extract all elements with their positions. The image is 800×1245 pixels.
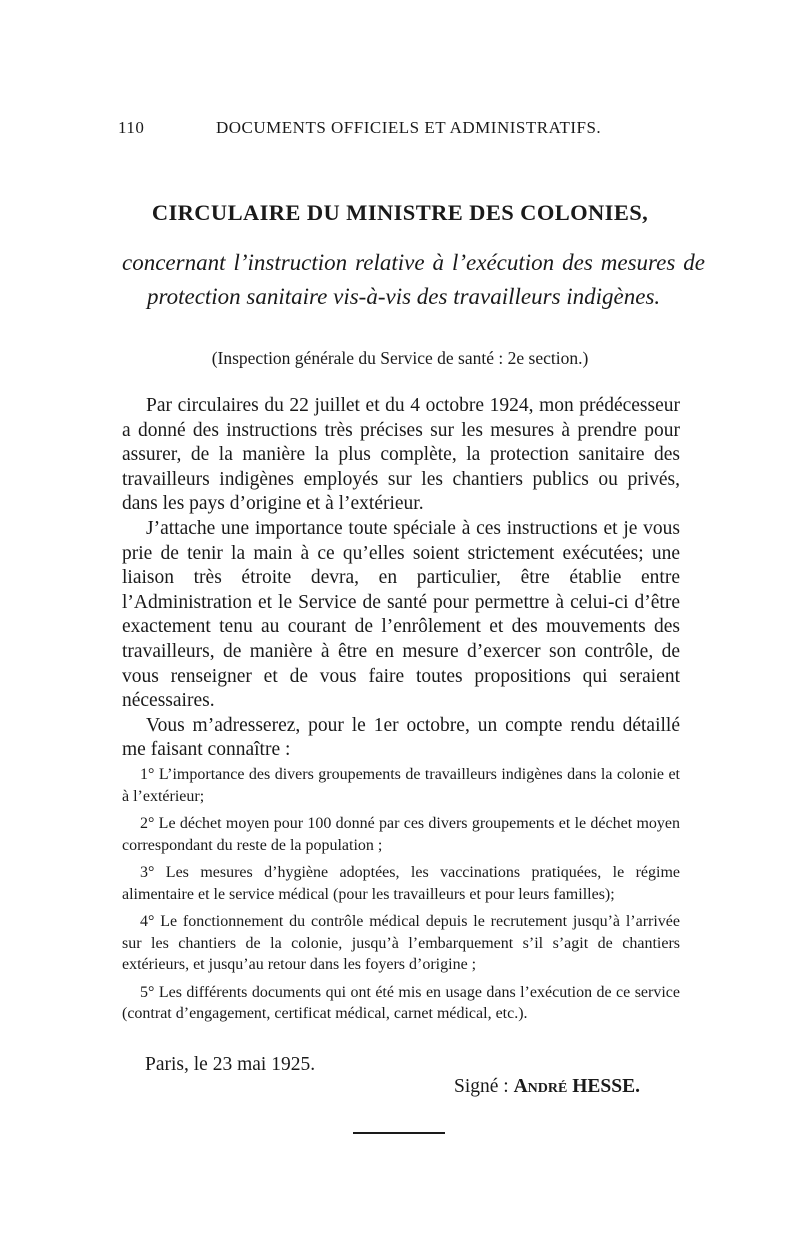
- list-item: 1° L’importance des divers groupements de travailleurs indigènes dans la colonie et à l’extérieur;: [122, 766, 680, 805]
- end-rule: [353, 1132, 445, 1134]
- signature-last-name: HESSE.: [572, 1076, 640, 1097]
- signature-first-name: André: [513, 1076, 568, 1097]
- signature: [454, 1076, 640, 1098]
- signature-prefix: Signé :: [454, 1076, 514, 1097]
- document-subtitle: concernant l’instruction relative à l’exécution des mesures de protection sanitaire vis-à-vis des travailleurs indigènes.: [122, 250, 705, 309]
- page-number: 110: [118, 118, 145, 137]
- list-item: 2° Le déchet moyen pour 100 donné par ces divers groupements et le déchet moyen correspondant du reste de la population ;: [122, 815, 680, 854]
- paragraph: J’attache une importance toute spéciale à ces instructions et je vous prie de tenir la main à ce qu’elles soient strictement exécutées; une liaison très étroite devra, en particulier, être établie entre l’Administration et le Service de santé pour permettre à celui-ci d’être exactement tenu au courant de l’enrôlement et des mouvements des travailleurs, de manière à être en mesure d’exercer son contrôle, de vous renseigner et de vous faire toutes propositions qui seraient nécessaires.: [122, 517, 680, 712]
- section-reference: (Inspection générale du Service de santé : 2e section.): [211, 348, 589, 368]
- list-item: 4° Le fonctionnement du contrôle médical depuis le recrutement jusqu’à l’arrivée sur les chantiers de la colonie, jusqu’à l’embarquement s’il s’agit de chantiers extérieurs, et jusqu’au retour dans les foyers d’origine ;: [122, 913, 680, 973]
- list-item: 3° Les mesures d’hygiène adoptées, les vaccinations pratiquées, le régime alimentaire et le service médical (pour les travailleurs et pour leurs familles);: [122, 864, 680, 903]
- paragraph: Vous m’adresserez, pour le 1er octobre, un compte rendu détaillé me faisant connaître :: [122, 714, 680, 761]
- running-title: DOCUMENTS OFFICIELS ET ADMINISTRATIFS.: [216, 118, 602, 137]
- dateline: Paris, le 23 mai 1925.: [145, 1054, 316, 1075]
- numbered-list: [122, 764, 680, 1031]
- paragraph: Par circulaires du 22 juillet et du 4 octobre 1924, mon prédécesseur a donné des instructions très précises sur les mesures à prendre pour assurer, de la manière la plus complète, la protection sanitaire des travailleurs indigènes employés sur les chantiers publics ou privés, dans les pays d’origine et à l’extérieur.: [122, 395, 680, 515]
- document-title: CIRCULAIRE DU MINISTRE DES COLONIES,: [151, 200, 649, 225]
- list-item: 5° Les différents documents qui ont été mis en usage dans l’exécution de ce service (contrat d’engagement, certificat médical, carnet médical, etc.).: [122, 983, 680, 1022]
- body-text: [122, 394, 680, 763]
